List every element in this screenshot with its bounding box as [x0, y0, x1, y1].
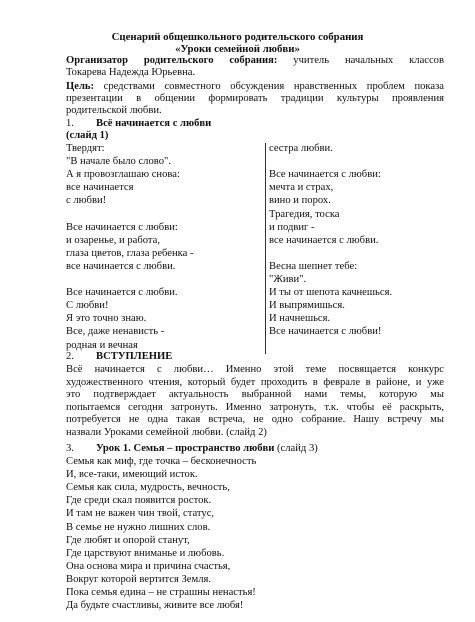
family-poem-line: Она основа мира и причина счастья,: [66, 560, 231, 572]
poem-left-line: родная и вечная: [66, 339, 138, 351]
poem-right-line: Весна шепнет тебе:: [269, 260, 358, 272]
intro-line: попытаемся сегодня затронуть. Именно затронуть, т.к. чтобы её раскрыть,: [66, 401, 444, 413]
family-poem-line: И там не важен чин твой, статус,: [66, 508, 215, 520]
poem-right-line: и подвиг -: [269, 221, 315, 233]
section3-number: 3.: [66, 443, 74, 454]
goal-line: [66, 81, 444, 93]
poem-right-line: "Живи".: [269, 274, 307, 285]
poem-right-line: И начнешься.: [269, 313, 331, 325]
goal-label: Цель:: [66, 81, 95, 92]
poem-left-line: все начинается: [66, 182, 134, 194]
poem-left-line: А я провозглашаю снова:: [66, 169, 180, 181]
family-poem-line: И, все-таки, имеющий исток.: [66, 469, 198, 481]
section3-slide: (слайд 3): [277, 443, 318, 454]
section2-number: 2.: [66, 351, 74, 362]
section2-title: ВСТУПЛЕНИЕ: [96, 351, 173, 362]
document-title: Сценарий общешкольного родительского собрания: [111, 31, 364, 43]
poem-left-line: Все, даже ненависть -: [66, 326, 165, 338]
organizer-role: учитель начальных классов: [293, 55, 444, 66]
intro-line: потребуется не одна такая встреча, не одно собрание. Нашу встречу мы: [66, 414, 444, 426]
poem-left-line: "В начале было слово".: [66, 156, 171, 168]
poem-right-line: Все начинается с любви!: [269, 326, 382, 338]
goal-line-3: родительской любви.: [66, 105, 162, 116]
goal-text: средствами совместного обсуждения нравственных проблем показа: [103, 81, 444, 92]
poem-left-line: Все начинается с любви.: [66, 287, 178, 299]
goal-line-2: презентации в общении формировать традиции культуры проявления: [66, 93, 444, 104]
section3-title: Урок 1. Семья – пространство любви: [96, 443, 275, 454]
family-poem-line: Где любят и опорой станут,: [66, 534, 190, 546]
family-poem-line: Семья как миф, где точка – бесконечность: [66, 456, 257, 467]
intro-line: это подтверждает актуальность выбранной нами темы, которую мы: [66, 389, 444, 401]
family-poem-line: Пока семья едина – не страшны ненастья!: [66, 587, 256, 598]
poem-left-line: Твердят:: [66, 143, 105, 154]
poem-left-line: все начинается с любви.: [66, 260, 176, 272]
family-poem-line: Семья как сила, мудрость, вечность,: [66, 482, 230, 494]
intro-line: назвали Уроками семейной любви. (слайд 2): [66, 427, 267, 438]
poem-left-line: и озаренье, и работа,: [66, 234, 160, 246]
poem-right-line: Трагедия, тоска: [269, 208, 340, 220]
poem-right-line: мечта и страх,: [269, 182, 334, 194]
family-poem-line: В семье не нужно лишних слов.: [66, 521, 211, 533]
poem-left-line: с любви!: [66, 195, 107, 207]
organizer-line: [66, 55, 444, 67]
poem-right-line: все начинается с любви.: [269, 234, 379, 246]
poem-left-line: глаза цветов, глаза ребенка -: [66, 247, 194, 259]
poem-left-line: С любви!: [66, 300, 109, 312]
family-poem-line: Где царствуют вниманье и любовь.: [66, 547, 225, 559]
section3-heading: [96, 443, 318, 455]
section1-title: Всё начинается с любви: [96, 118, 212, 129]
family-poem-line: Да будьте счастливы, живите все любя!: [66, 600, 244, 612]
document-subtitle: «Уроки семейной любви»: [175, 43, 300, 55]
organizer-label: Организатор родительского собрания:: [66, 55, 278, 66]
poem-right-line: Все начинается с любви:: [269, 169, 381, 181]
poem-left-line: Я это точно знаю.: [66, 313, 147, 325]
poem-right-line: сестра любви.: [269, 143, 333, 154]
section1-number: 1.: [66, 118, 74, 129]
poem-right-line: И выпрямишься.: [269, 300, 345, 312]
poem-right-line: И ты от шепота качнешься.: [269, 287, 393, 299]
family-poem-line: Вокруг которой вертится Земля.: [66, 573, 212, 585]
poem-right-line: вино и порох.: [269, 195, 331, 207]
organizer-name: Токарева Надежда Юрьевна.: [66, 67, 196, 78]
poem-left-line: Все начинается с любви:: [66, 221, 178, 233]
intro-line: Всё начинается с любви… Именно этой теме посвящается конкурс: [66, 364, 444, 375]
section1-slide: (слайд 1): [66, 130, 109, 141]
family-poem-line: Где среди скал появится росток.: [66, 495, 212, 507]
poem-column-divider: [265, 143, 266, 354]
intro-line: художественного чтения, который будет проходить в феврале в районе, и уже: [66, 376, 444, 388]
